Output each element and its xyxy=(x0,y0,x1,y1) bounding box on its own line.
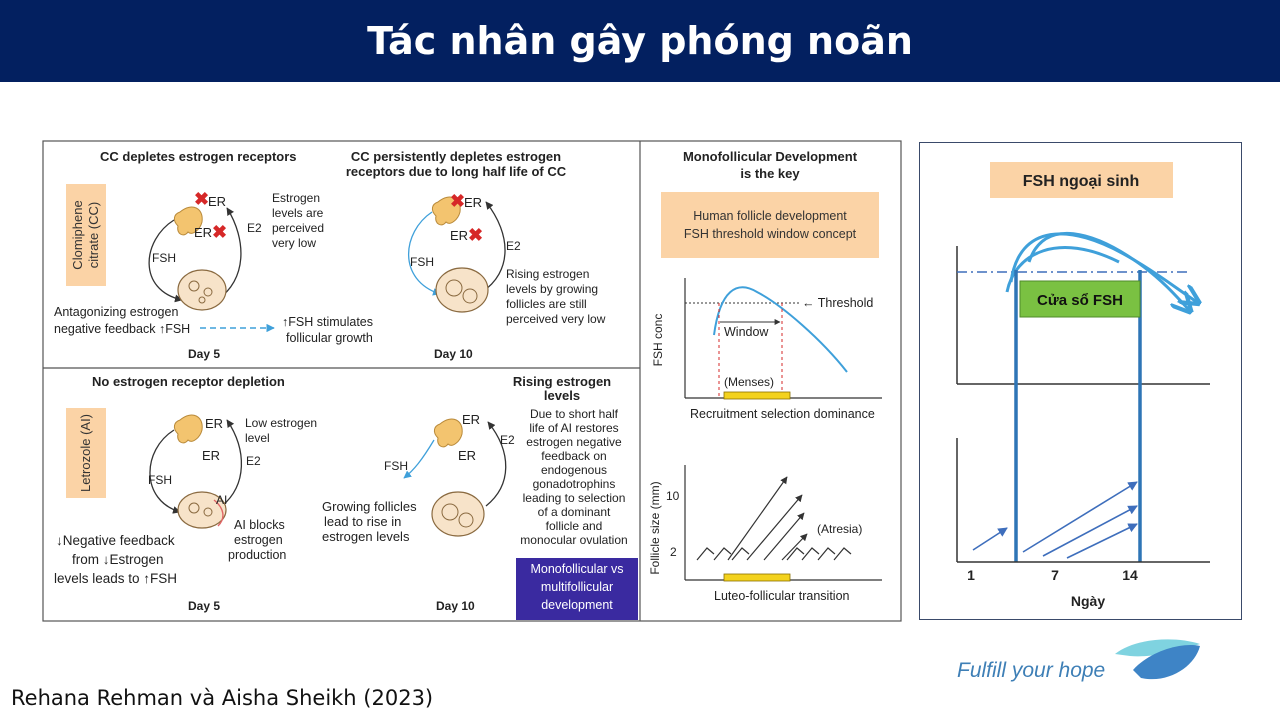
ai-growing-3: estrogen levels xyxy=(322,529,410,544)
cc-day10-note-4: perceived very low xyxy=(506,312,606,326)
cc-day10-fsh: FSH xyxy=(410,255,434,269)
cc-day10-er1: ER xyxy=(464,195,483,210)
ai-day10-heading-1: Rising estrogen xyxy=(512,374,612,389)
cc-day10-note-1: Rising estrogen xyxy=(506,267,590,281)
concept-line-1: Human follicle development xyxy=(693,209,847,223)
red-x-icon: ✖ xyxy=(468,225,484,245)
ai-explain-line: leading to selection xyxy=(522,491,626,505)
mono-vs-multi-3: development xyxy=(541,598,613,612)
mono-heading-1: Monofollicular Development xyxy=(682,149,858,164)
cc-day5-e2: E2 xyxy=(247,221,262,235)
ai-explain-line: estrogen negative xyxy=(526,435,622,449)
red-x-icon: ✖ xyxy=(212,222,228,242)
brand-logo xyxy=(955,636,1205,696)
ai-day5-note-1: Low estrogen xyxy=(245,416,318,430)
cc-day5-er1: ER xyxy=(208,194,227,209)
follicle-concept-box xyxy=(661,192,879,258)
ai-negative-1: ↓Negative feedback xyxy=(56,533,175,548)
ai-explain-line: life of AI restores xyxy=(529,421,619,435)
ai-blocks-1: AI blocks xyxy=(234,518,285,532)
ai-explain-line: Due to short half xyxy=(529,407,619,421)
x-tick-7: 7 xyxy=(1051,567,1059,583)
ai-explain-line: of a dominant xyxy=(537,505,611,519)
menses-bar xyxy=(724,392,790,399)
ai-day5-note-2: level xyxy=(245,431,270,445)
cc-day5-note-1: Estrogen xyxy=(272,191,321,205)
ai-day5-label: Day 5 xyxy=(188,599,221,613)
ai-blocks-3: production xyxy=(228,548,287,562)
ai-explain-line: monocular ovulation xyxy=(520,533,628,547)
cc-day10-note-2: levels by growing xyxy=(506,282,599,296)
fsh-panel-frame xyxy=(920,143,1242,620)
x-axis-label: Ngày xyxy=(1070,593,1106,609)
window-label: Window xyxy=(724,325,769,339)
red-x-icon: ✖ xyxy=(194,189,210,209)
ai-negative-3: levels leads to ↑FSH xyxy=(54,571,178,586)
fsh-conc-axis: FSH conc xyxy=(651,313,665,367)
transition-bar xyxy=(724,574,790,581)
cc-day5-heading: CC depletes estrogen receptors xyxy=(100,149,297,164)
brand-slogan: Fulfill your hope xyxy=(957,659,1106,682)
ovulation-mechanism-figure xyxy=(42,140,902,622)
mono-heading-2: is the key xyxy=(740,166,800,181)
ai-day10-e2: E2 xyxy=(500,433,515,447)
fsh-window-label: Cửa sổ FSH xyxy=(1037,292,1123,309)
ai-day10-label: Day 10 xyxy=(436,599,475,613)
ai-day5-er2: ER xyxy=(202,448,221,463)
ai-blocks-2: estrogen xyxy=(234,533,283,547)
ai-day10-er1: ER xyxy=(462,412,481,427)
tick-2: 2 xyxy=(670,545,677,559)
cc-day5-fsh: FSH xyxy=(152,251,176,265)
threshold-label: ← Threshold xyxy=(802,296,874,310)
fsh-window-panel xyxy=(919,142,1242,620)
red-x-icon: ✖ xyxy=(450,191,466,211)
ovary-icon xyxy=(178,270,226,310)
ai-negative-2: from ↓Estrogen xyxy=(72,552,164,567)
x-tick-14: 14 xyxy=(1122,567,1138,583)
cc-day5-note-4: very low xyxy=(272,236,317,250)
follicle-size-axis: Follicle size (mm) xyxy=(648,481,662,575)
cc-stimulates-1: ↑FSH stimulates xyxy=(282,315,373,329)
cc-day10-note-3: follicles are still xyxy=(506,297,587,311)
concept-line-2: FSH threshold window concept xyxy=(683,227,857,241)
cc-stimulates-2: follicular growth xyxy=(286,331,373,345)
citation: Rehana Rehman và Aisha Sheikh (2023) xyxy=(11,686,434,710)
luteo-follicular-label: Luteo-follicular transition xyxy=(714,589,850,603)
ai-explain-line: gonadotrophins xyxy=(532,477,616,491)
ai-day10-fsh: FSH xyxy=(384,459,408,473)
mono-vs-multi-2: multifollicular xyxy=(540,580,614,594)
cc-day10-e2: E2 xyxy=(506,239,521,253)
ai-day10-er2: ER xyxy=(458,448,477,463)
cc-antagonizing-1: Antagonizing estrogen xyxy=(54,305,179,319)
cc-drug-label-line1: Clomiphene xyxy=(70,200,85,270)
ai-day5-fsh: FSH xyxy=(148,473,172,487)
ai-explain-line: follicle and xyxy=(545,519,603,533)
cc-day10-heading-1: CC persistently depletes estrogen xyxy=(350,149,562,164)
x-tick-1: 1 xyxy=(967,567,975,583)
cc-day5-label: Day 5 xyxy=(188,347,221,361)
mono-vs-multi-1: Monofollicular vs xyxy=(530,562,624,576)
cc-drug-label-line2: citrate (CC) xyxy=(86,201,101,269)
cc-day10-label: Day 10 xyxy=(434,347,473,361)
ai-day5-heading: No estrogen receptor depletion xyxy=(92,374,285,389)
ai-day5-ai: AI xyxy=(216,493,228,507)
recruitment-label: Recruitment selection dominance xyxy=(690,407,875,421)
cc-antagonizing-2: negative feedback ↑FSH xyxy=(54,322,191,336)
ai-growing-1: Growing follicles xyxy=(322,499,417,514)
ai-day5-e2: E2 xyxy=(246,454,261,468)
fsh-title: FSH ngoại sinh xyxy=(1022,173,1140,190)
ai-explain-line: endogenous xyxy=(540,463,608,477)
ai-day10-heading-2: levels xyxy=(543,388,581,403)
cc-day5-note-2: levels are xyxy=(272,206,324,220)
cc-day10-heading-2: receptors due to long half life of CC xyxy=(345,164,567,179)
tick-10: 10 xyxy=(666,489,680,503)
title-bar xyxy=(0,0,1280,82)
ai-day5-er1: ER xyxy=(205,416,224,431)
ai-growing-2: lead to rise in xyxy=(324,514,402,529)
ai-drug-label: Letrozole (AI) xyxy=(78,413,93,493)
menses-label: (Menses) xyxy=(724,375,775,389)
cc-day10-er2: ER xyxy=(450,228,469,243)
slide-title: Tác nhân gây phóng noãn xyxy=(367,19,913,63)
cc-day5-note-3: perceived xyxy=(272,221,325,235)
ai-explain-line: feedback on xyxy=(541,449,607,463)
atresia-label: (Atresia) xyxy=(817,522,863,536)
cc-day5-er2: ER xyxy=(194,225,213,240)
